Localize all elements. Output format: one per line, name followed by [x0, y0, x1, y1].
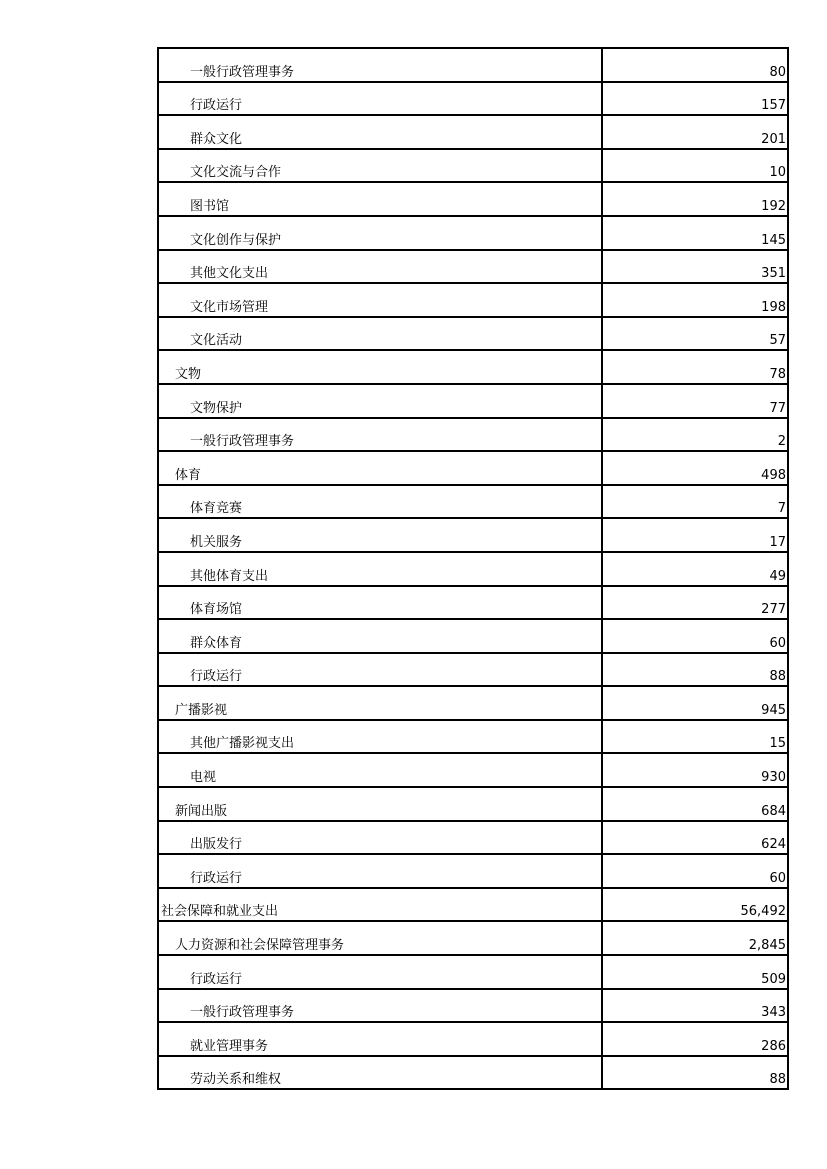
table-row	[158, 418, 788, 452]
row-value-cell: 286	[602, 1022, 788, 1056]
row-value-cell: 80	[602, 48, 788, 82]
row-label-cell: 群众体育	[158, 619, 602, 653]
row-value-cell: 157	[602, 82, 788, 116]
table-row	[158, 854, 788, 888]
row-value-cell: 77	[602, 384, 788, 418]
row-label-cell: 社会保障和就业支出	[158, 888, 602, 922]
table-row	[158, 485, 788, 519]
row-label-cell: 人力资源和社会保障管理事务	[158, 921, 602, 955]
table-body	[158, 48, 788, 1089]
row-value-cell: 343	[602, 989, 788, 1023]
row-label-cell: 一般行政管理事务	[158, 48, 602, 82]
row-value-cell: 10	[602, 149, 788, 183]
row-value-cell: 624	[602, 821, 788, 855]
row-value-cell: 351	[602, 250, 788, 284]
row-value-cell: 56,492	[602, 888, 788, 922]
table-row	[158, 250, 788, 284]
table-row	[158, 317, 788, 351]
row-value-cell: 498	[602, 451, 788, 485]
row-label-cell: 文物	[158, 350, 602, 384]
row-value-cell: 49	[602, 552, 788, 586]
table-row	[158, 115, 788, 149]
expenditure-table	[157, 47, 789, 1090]
row-value-cell: 277	[602, 586, 788, 620]
row-label-cell: 广播影视	[158, 686, 602, 720]
row-label-cell: 体育场馆	[158, 586, 602, 620]
row-value-cell: 60	[602, 854, 788, 888]
row-value-cell: 17	[602, 518, 788, 552]
row-label-cell: 电视	[158, 753, 602, 787]
row-label-cell: 出版发行	[158, 821, 602, 855]
table-row	[158, 216, 788, 250]
table-row	[158, 686, 788, 720]
row-value-cell: 15	[602, 720, 788, 754]
row-label-cell: 文化创作与保护	[158, 216, 602, 250]
row-value-cell: 198	[602, 283, 788, 317]
row-label-cell: 机关服务	[158, 518, 602, 552]
table-row	[158, 888, 788, 922]
table-row	[158, 619, 788, 653]
table-row	[158, 149, 788, 183]
row-value-cell: 201	[602, 115, 788, 149]
table-row	[158, 821, 788, 855]
row-value-cell: 684	[602, 787, 788, 821]
table-row	[158, 586, 788, 620]
row-label-cell: 行政运行	[158, 653, 602, 687]
table-row	[158, 1022, 788, 1056]
table-row	[158, 451, 788, 485]
table-row	[158, 384, 788, 418]
row-label-cell: 其他文化支出	[158, 250, 602, 284]
row-label-cell: 图书馆	[158, 182, 602, 216]
table-row	[158, 787, 788, 821]
table-row	[158, 1056, 788, 1090]
row-label-cell: 群众文化	[158, 115, 602, 149]
table-row	[158, 720, 788, 754]
row-label-cell: 劳动关系和维权	[158, 1056, 602, 1090]
table-row	[158, 283, 788, 317]
row-value-cell: 2,845	[602, 921, 788, 955]
row-label-cell: 就业管理事务	[158, 1022, 602, 1056]
row-label-cell: 文化市场管理	[158, 283, 602, 317]
row-label-cell: 行政运行	[158, 955, 602, 989]
row-label-cell: 其他体育支出	[158, 552, 602, 586]
row-label-cell: 新闻出版	[158, 787, 602, 821]
row-value-cell: 945	[602, 686, 788, 720]
table-row	[158, 989, 788, 1023]
row-value-cell: 145	[602, 216, 788, 250]
row-value-cell: 88	[602, 1056, 788, 1090]
row-value-cell: 60	[602, 619, 788, 653]
table-row	[158, 921, 788, 955]
table-row	[158, 48, 788, 82]
row-value-cell: 930	[602, 753, 788, 787]
table-row	[158, 518, 788, 552]
row-value-cell: 88	[602, 653, 788, 687]
row-value-cell: 192	[602, 182, 788, 216]
row-value-cell: 78	[602, 350, 788, 384]
row-label-cell: 其他广播影视支出	[158, 720, 602, 754]
row-label-cell: 一般行政管理事务	[158, 989, 602, 1023]
row-value-cell: 57	[602, 317, 788, 351]
row-value-cell: 7	[602, 485, 788, 519]
row-value-cell: 509	[602, 955, 788, 989]
table-row	[158, 653, 788, 687]
row-value-cell: 2	[602, 418, 788, 452]
row-label-cell: 行政运行	[158, 82, 602, 116]
table-row	[158, 82, 788, 116]
row-label-cell: 文物保护	[158, 384, 602, 418]
row-label-cell: 体育	[158, 451, 602, 485]
table-row	[158, 955, 788, 989]
row-label-cell: 行政运行	[158, 854, 602, 888]
table-row	[158, 350, 788, 384]
row-label-cell: 体育竞赛	[158, 485, 602, 519]
row-label-cell: 文化交流与合作	[158, 149, 602, 183]
table-row	[158, 753, 788, 787]
table-row	[158, 552, 788, 586]
row-label-cell: 一般行政管理事务	[158, 418, 602, 452]
row-label-cell: 文化活动	[158, 317, 602, 351]
table-row	[158, 182, 788, 216]
